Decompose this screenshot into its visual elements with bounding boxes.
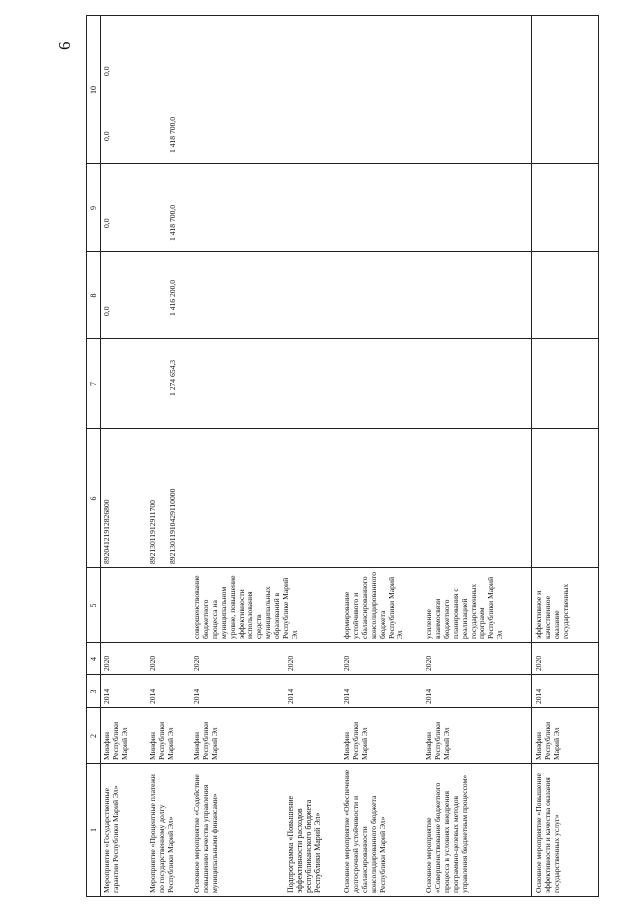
row-executor: Минфин Республики Марий Эл	[342, 721, 369, 760]
column-divider	[87, 763, 598, 764]
column-divider	[87, 674, 598, 675]
row-value-col9: 1 418 700,0	[168, 204, 177, 241]
row-executor: Минфин Республики Марий Эл	[424, 721, 451, 760]
column-number: 1	[89, 828, 98, 832]
row-start-year: 2014	[192, 688, 201, 704]
row-result: формирование устойчивого и сбалансированного консолидированного бюджета Республики Марий Эл	[342, 571, 405, 639]
page-number: 6	[55, 41, 74, 50]
program-table	[86, 15, 599, 897]
column-divider	[87, 163, 598, 164]
row-divider	[531, 16, 532, 896]
row-result: эффективное и качественное оказание государственных	[534, 583, 570, 639]
row-end-year: 2020	[286, 655, 295, 671]
column-number: 3	[89, 689, 98, 694]
header-divider	[100, 16, 101, 896]
row-name: Основное мероприятие «Совершенствование бюджетного процесса в условиях внедрения программно-целевых методов управления бюджетным процессом»	[424, 774, 469, 893]
row-value-col10: 1 418 700,0	[168, 116, 177, 153]
row-value-col10: 0,0	[102, 66, 111, 76]
row-executor: Минфин Республики Марий Эл	[102, 721, 129, 760]
row-value-col7: 0,0	[102, 306, 111, 316]
row-kbk-code: 89213011912911700	[148, 500, 157, 564]
row-end-year: 2020	[342, 655, 351, 671]
row-result: совершенствование бюджетного процесса на муниципальном уровне, повышение эффективности использования средств муниципальных образований в Республике Марий Эл	[192, 575, 299, 639]
row-name: Основное мероприятие «Повышение эффективности и качества оказания государственных услуг»	[534, 773, 561, 893]
column-divider	[87, 251, 598, 252]
column-number: 10	[89, 86, 98, 94]
row-executor: Минфин Республики Марий Эл	[192, 721, 219, 760]
row-name: Мероприятие «Государственные гарантии Республики Марий Эл»	[102, 785, 120, 893]
column-number: 4	[89, 657, 98, 661]
row-value-col8: 1 416 200,0	[168, 279, 177, 316]
row-name: Основное мероприятие «Обеспечение долгосрочной устойчивости и сбалансированности консолидированного бюджета Республики Марий Эл»	[342, 769, 387, 893]
column-divider	[87, 707, 598, 708]
column-divider	[87, 428, 598, 429]
row-start-year: 2014	[148, 688, 157, 704]
column-number: 6	[89, 496, 98, 501]
column-divider	[87, 338, 598, 339]
row-kbk-code: 89213011910429110000	[168, 488, 177, 564]
column-divider	[87, 567, 598, 568]
row-executor: Минфин Республики Марий Эл	[148, 721, 175, 760]
row-name: Основное мероприятие «Содействие повышению качества управления муниципальными финансами»	[192, 774, 219, 893]
row-value-col8: 0,0	[102, 218, 111, 228]
row-end-year: 2020	[192, 655, 201, 671]
row-executor: Минфин Республики Марий Эл	[534, 721, 561, 760]
column-number: 7	[89, 382, 98, 386]
row-result: усиление взаимосвязи бюджетного планирования с реализацией государственных программ Республики Марий Эл	[424, 576, 505, 639]
row-end-year: 2020	[102, 655, 111, 671]
row-value-col9: 0,0	[102, 131, 111, 141]
column-number: 9	[89, 206, 98, 210]
row-start-year: 2014	[102, 688, 111, 704]
row-name: Мероприятие «Процентные платежи по государственному долгу Республики Марий Эл»	[148, 774, 175, 893]
column-divider	[87, 642, 598, 643]
column-number: 5	[89, 603, 98, 608]
row-kbk-code: 89204121912826800	[102, 499, 111, 564]
row-start-year: 2014	[286, 688, 295, 704]
row-value-col7: 1 274 654,3	[168, 359, 177, 396]
row-start-year: 2014	[534, 688, 543, 704]
row-start-year: 2014	[342, 688, 351, 704]
row-start-year: 2014	[424, 688, 433, 704]
row-name: Подпрограмма «Повышение эффективности расходов республиканского бюджета Республики Марий Эл»	[286, 795, 322, 893]
row-end-year: 2020	[148, 655, 157, 671]
row-end-year: 2020	[424, 655, 433, 671]
column-number: 8	[89, 293, 98, 298]
column-number: 2	[89, 734, 98, 738]
row-end-year: 2020	[534, 655, 543, 671]
